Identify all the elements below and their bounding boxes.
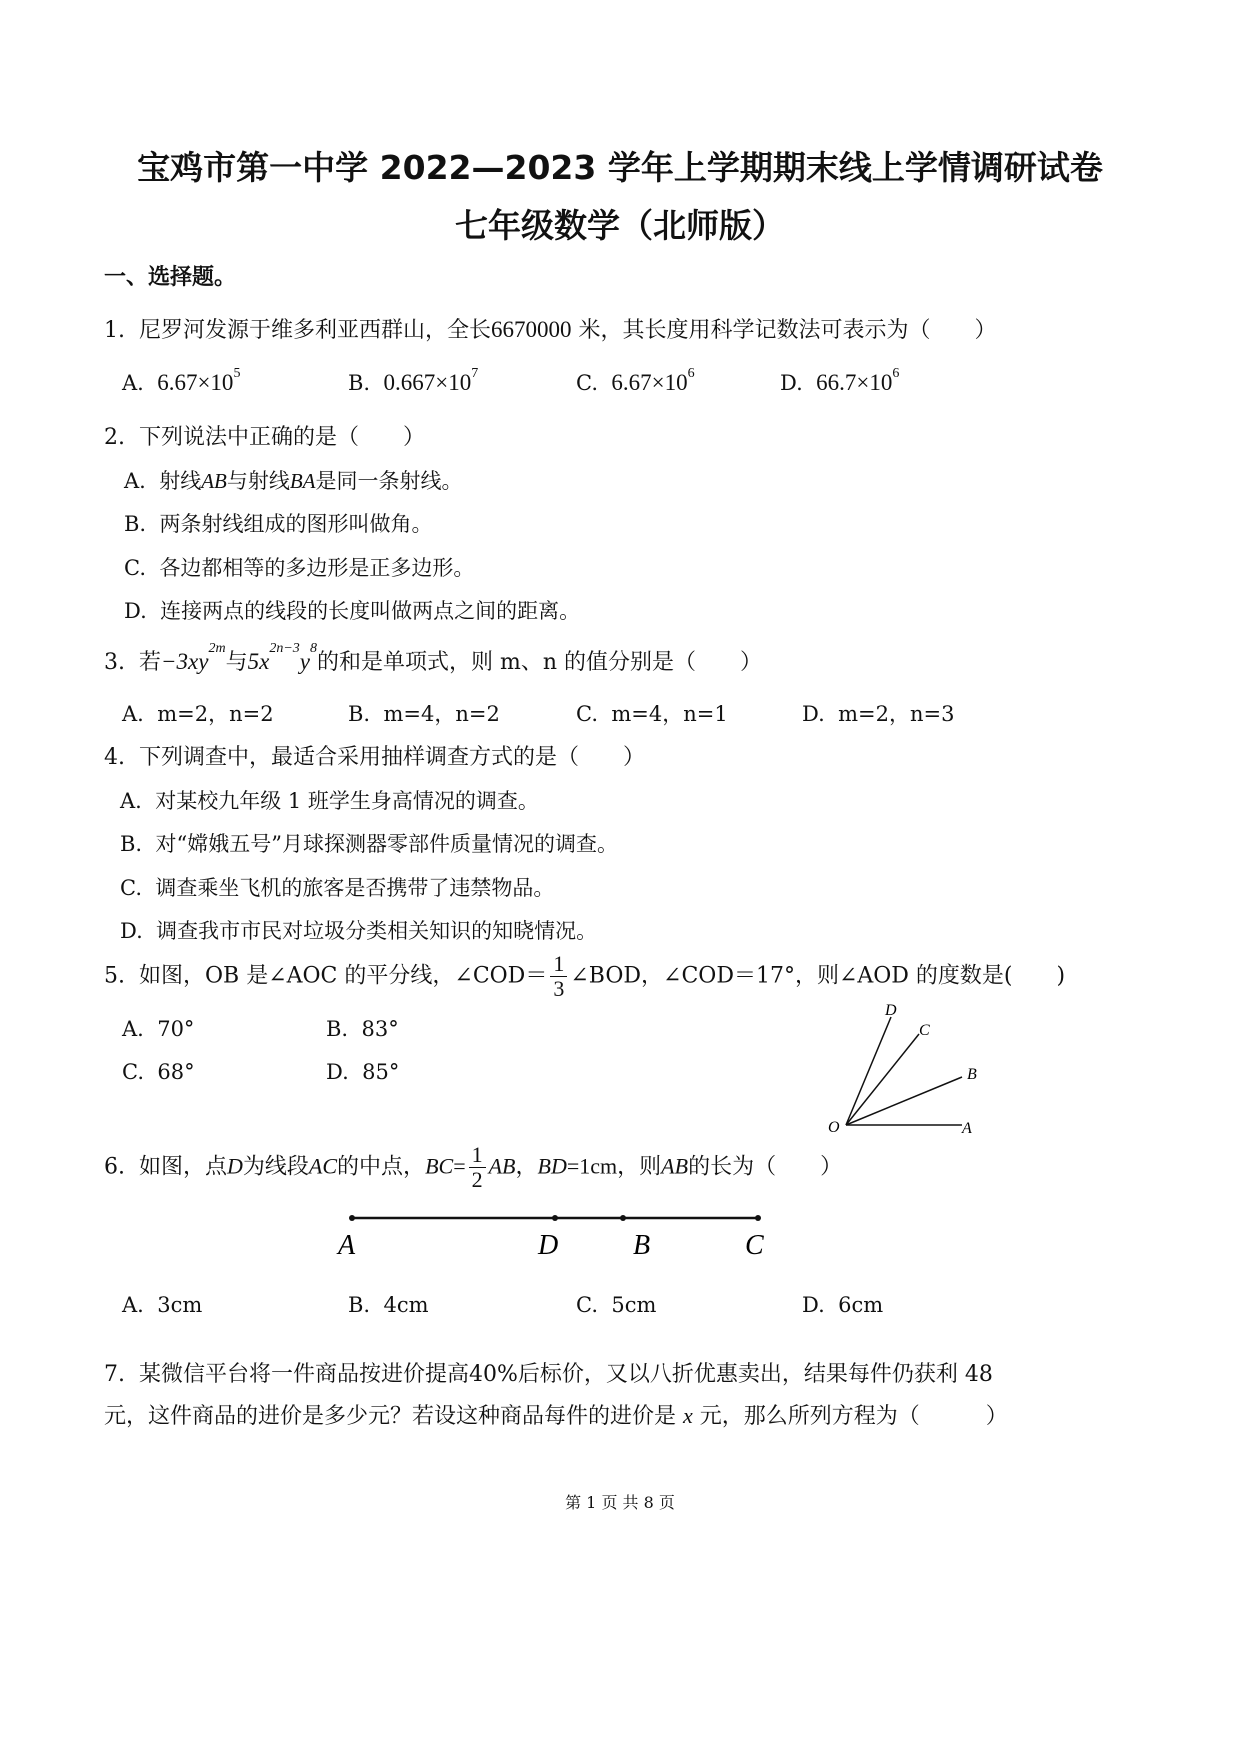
q6-option-b[interactable]: B. 4cm	[348, 1293, 429, 1317]
q4-option-c[interactable]: C. 调查乘坐飞机的旅客是否携带了违禁物品。	[120, 876, 555, 900]
q3-option-d[interactable]: D. m=2，n=3	[802, 702, 955, 726]
question-1: 1. 尼罗河发源于维多利亚西群山，全长6670000 米，其长度用科学记数法可表示为（ ）	[104, 317, 997, 343]
point-a	[349, 1215, 355, 1221]
question-4: 4. 下列调查中，最适合采用抽样调查方式的是（ ）	[104, 745, 646, 770]
q2-option-a[interactable]: A. 射线AB与射线BA是同一条射线。	[124, 469, 463, 493]
q2-option-d[interactable]: D. 连接两点的线段的长度叫做两点之间的距离。	[124, 599, 581, 623]
segment-figure	[330, 1200, 800, 1280]
label-c: C	[919, 1022, 930, 1039]
exam-subtitle: 七年级数学（北师版）	[455, 206, 785, 245]
point-b	[620, 1215, 626, 1221]
q6-option-c[interactable]: C. 5cm	[576, 1293, 657, 1317]
question-3: 3. 若$-3xy^{2m}$与$5x^{2n-3}y^8$的和是单项式，则 m、n 的值分别是（ ）	[104, 641, 763, 675]
fraction-one-half: $\frac{1}{2}$	[469, 1143, 486, 1192]
question-7-line1: 7. 某微信平台将一件商品按进价提高40%后标价，又以八折优惠卖出，结果每件仍获利 48	[104, 1362, 993, 1387]
label-d: D	[538, 1230, 559, 1261]
label-d: D	[885, 1002, 897, 1019]
q4-option-a[interactable]: A. 对某校九年级 1 班学生身高情况的调查。	[120, 789, 539, 813]
fraction-one-third: $\frac{1}{3}$	[550, 952, 567, 1001]
exam-title: 宝鸡市第一中学 2022—2023 学年上学期期末线上学情调研试卷	[137, 148, 1103, 187]
question-number: 1.	[104, 318, 125, 343]
q1-option-d[interactable]: D. $66.7\times 10^6$	[780, 366, 900, 395]
q2-option-c[interactable]: C. 各边都相等的多边形是正多边形。	[124, 556, 475, 580]
q5-option-c[interactable]: C. 68°	[122, 1060, 195, 1084]
angle-figure	[820, 995, 990, 1145]
section-heading: 一、选择题。	[104, 265, 237, 290]
q5-option-a[interactable]: A. 70°	[122, 1017, 195, 1041]
page-footer: 第 1 页 共 8 页	[565, 1493, 675, 1512]
label-c: C	[745, 1230, 764, 1261]
question-7-line2: 元，这件商品的进价是多少元？若设这种商品每件的进价是 x 元，那么所列方程为（ ）	[104, 1403, 1008, 1429]
question-5: 5. 如图，OB 是∠AOC 的平分线，∠COD＝ $\frac{1}{3}$ ∠BOD，∠COD＝17°，则∠AOD 的度数是( )	[104, 951, 1066, 1001]
q1-option-c[interactable]: C. $6.67\times 10^6$	[576, 366, 695, 395]
label-a: A	[338, 1230, 356, 1261]
point-c	[755, 1215, 761, 1221]
q4-option-d[interactable]: D. 调查我市市民对垃圾分类相关知识的知晓情况。	[120, 919, 598, 943]
q3-option-b[interactable]: B. m=4，n=2	[348, 702, 500, 726]
q6-option-d[interactable]: D. 6cm	[802, 1293, 884, 1317]
question-6: 6. 如图，点D为线段AC的中点，BC= $\frac{1}{2}$ AB，BD=1cm，则AB的长为（ ）	[104, 1142, 843, 1192]
q4-option-b[interactable]: B. 对“嫦娥五号”月球探测器零部件质量情况的调查。	[120, 832, 618, 856]
q1-option-a[interactable]: A. $6.67\times 10^5$	[122, 366, 241, 395]
q5-option-d[interactable]: D. 85°	[326, 1060, 400, 1084]
q6-option-a[interactable]: A. 3cm	[122, 1293, 203, 1317]
label-a: A	[962, 1120, 972, 1137]
q1-option-b[interactable]: B. $0.667\times 10^7$	[348, 366, 479, 395]
q3-option-c[interactable]: C. m=4，n=1	[576, 702, 728, 726]
label-b: B	[633, 1230, 651, 1261]
label-o: O	[828, 1119, 840, 1136]
q5-option-b[interactable]: B. 83°	[326, 1017, 399, 1041]
question-2: 2. 下列说法中正确的是（ ）	[104, 425, 426, 450]
q2-option-b[interactable]: B. 两条射线组成的图形叫做角。	[124, 512, 433, 536]
point-d	[552, 1215, 558, 1221]
label-b: B	[967, 1066, 977, 1083]
nile-length: 6670000	[491, 317, 572, 342]
q3-option-a[interactable]: A. m=2，n=2	[122, 702, 274, 726]
ray-oc	[846, 1034, 919, 1125]
